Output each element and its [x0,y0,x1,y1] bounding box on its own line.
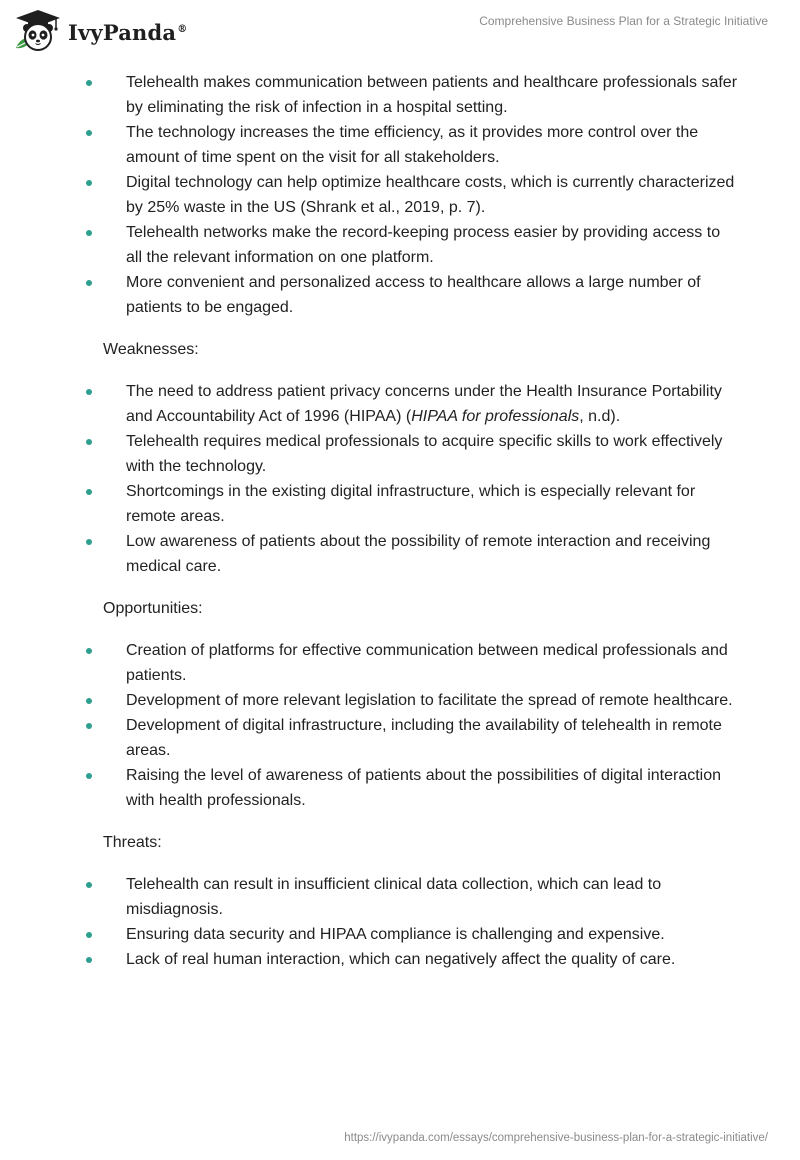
list-item: Raising the level of awareness of patients about the possibilities of digital interaction with health professionals. [0,763,800,813]
list-item: Telehealth can result in insufficient clinical data collection, which can lead to misdiagnosis. [0,872,800,922]
list-item: The technology increases the time efficiency, as it provides more control over the amount of time spent on the visit for all stakeholders. [0,120,800,170]
bullet-icon [86,439,92,445]
threats-section [0,872,800,972]
threats-heading: Threats: [103,834,162,851]
bullet-icon [86,932,92,938]
list-item: Development of digital infrastructure, including the availability of telehealth in remote areas. [0,713,800,763]
list-item: Telehealth makes communication between patients and healthcare professionals safer by eliminating the risk of infection in a hospital setting. [0,70,800,120]
bullet-icon [86,280,92,286]
bullet-icon [86,698,92,704]
opportunities-heading: Opportunities: [103,600,203,617]
list-item: Telehealth requires medical professionals to acquire specific skills to work effectively with the technology. [0,429,800,479]
opportunities-list [0,638,800,813]
bullet-icon [86,489,92,495]
bullet-icon [86,180,92,186]
threats-list [0,872,800,972]
weaknesses-heading: Weaknesses: [103,341,199,358]
list-item: Shortcomings in the existing digital infrastructure, which is especially relevant for remote areas. [0,479,800,529]
bullet-icon [86,882,92,888]
page-header [0,0,800,62]
brand-name: IvyPanda® [68,19,188,45]
source-url[interactable]: https://ivypanda.com/essays/comprehensive-business-plan-for-a-strategic-initiative/ [344,1132,768,1144]
panda-mascot-icon [14,8,62,54]
citation-title: HIPAA for professionals [411,408,580,425]
list-item: Development of more relevant legislation to facilitate the spread of remote healthcare. [0,688,800,713]
bullet-icon [86,389,92,395]
bullet-icon [86,957,92,963]
list-item: Creation of platforms for effective communication between medical professionals and patients. [0,638,800,688]
list-item: The need to address patient privacy concerns under the Health Insurance Portability and Accountability Act of 1996 (HIPAA) (HIPAA for professionals, n.d). [0,379,800,429]
bullet-icon [86,130,92,136]
bullet-icon [86,230,92,236]
weaknesses-list [0,379,800,579]
bullet-icon [86,648,92,654]
bullet-icon [86,723,92,729]
document-title: Comprehensive Business Plan for a Strategic Initiative [479,14,768,28]
list-item: Lack of real human interaction, which can negatively affect the quality of care. [0,947,800,972]
weaknesses-section [0,379,800,579]
list-item: Low awareness of patients about the possibility of remote interaction and receiving medical care. [0,529,800,579]
list-item: Digital technology can help optimize healthcare costs, which is currently characterized by 25% waste in the US (Shrank et al., 2019, p. 7). [0,170,800,220]
list-item: More convenient and personalized access to healthcare allows a large number of patients to be engaged. [0,270,800,320]
list-item: Ensuring data security and HIPAA compliance is challenging and expensive. [0,922,800,947]
list-item: Telehealth networks make the record-keeping process easier by providing access to all the relevant information on one platform. [0,220,800,270]
document-body [0,70,800,972]
ivypanda-logo[interactable] [14,6,187,56]
opportunities-section [0,638,800,813]
strengths-list [0,70,800,320]
bullet-icon [86,539,92,545]
strengths-section [0,70,800,320]
bullet-icon [86,80,92,86]
bullet-icon [86,773,92,779]
